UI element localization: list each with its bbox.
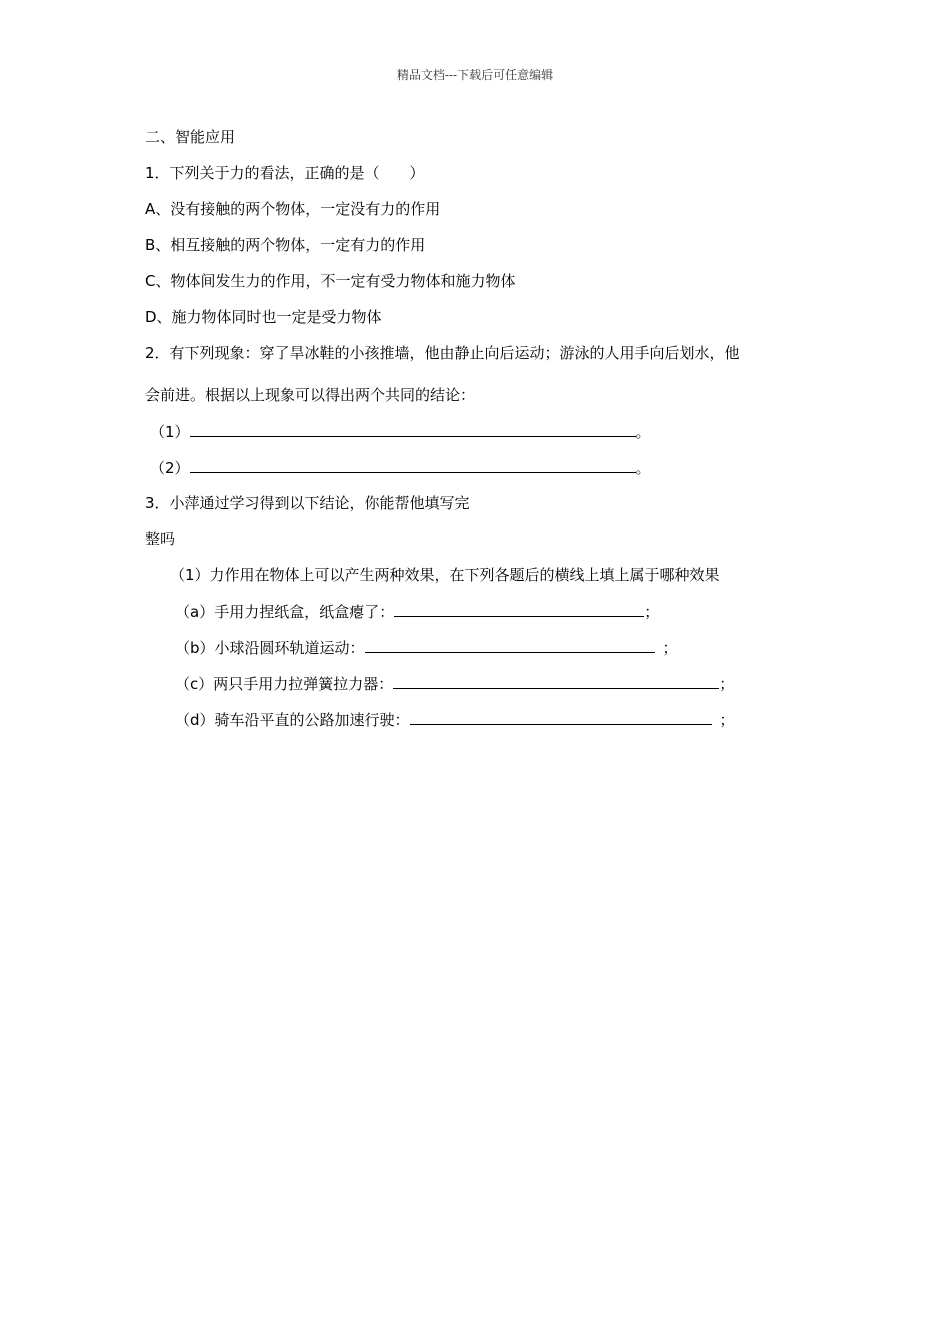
q3-item-b xyxy=(175,638,678,657)
section-title: 二、智能应用 xyxy=(145,128,236,146)
q3-item-c xyxy=(175,674,734,693)
q2-answer-1 xyxy=(150,422,651,441)
q3-item-b-blank[interactable] xyxy=(365,638,655,653)
q2-answer-2-blank[interactable] xyxy=(190,458,636,473)
q1-option-c: C、物体间发生力的作用，不一定有受力物体和施力物体 xyxy=(145,272,516,290)
q1-option-b: B、相互接触的两个物体，一定有力的作用 xyxy=(145,236,426,254)
q3-item-c-blank[interactable] xyxy=(393,674,719,689)
q3-item-d-blank[interactable] xyxy=(410,710,712,725)
q2-answer-2-end: 。 xyxy=(635,459,651,477)
q3-item-d xyxy=(175,710,735,729)
q2-stem-line1: 2．有下列现象：穿了旱冰鞋的小孩推墙，他由静止向后运动；游泳的人用手向后划水，他 xyxy=(145,344,740,362)
q2-answer-1-blank[interactable] xyxy=(190,422,636,437)
q3-sub1: （1）力作用在物体上可以产生两种效果，在下列各题后的横线上填上属于哪种效果 xyxy=(170,566,720,584)
q2-answer-2 xyxy=(150,458,651,477)
q3-stem-line2: 整吗 xyxy=(145,530,176,548)
q3-item-d-end: ； xyxy=(719,711,735,729)
q3-item-b-end: ； xyxy=(662,639,678,657)
q3-item-a-end: ； xyxy=(644,603,660,621)
q3-item-c-end: ； xyxy=(719,675,735,693)
q3-item-a-blank[interactable] xyxy=(394,602,644,617)
q3-item-b-label: （b）小球沿圆环轨道运动： xyxy=(175,639,365,657)
q2-stem-line2: 会前进。根据以上现象可以得出两个共同的结论： xyxy=(145,386,476,404)
q3-stem-line1: 3．小萍通过学习得到以下结论，你能帮他填写完 xyxy=(145,494,470,512)
q3-item-a xyxy=(175,602,659,621)
q1-option-a: A、没有接触的两个物体，一定没有力的作用 xyxy=(145,200,441,218)
q2-answer-2-label: （2） xyxy=(150,459,190,477)
q2-answer-1-label: （1） xyxy=(150,423,190,441)
page-header: 精品文档---下载后可任意编辑 xyxy=(396,68,554,82)
q3-item-a-label: （a）手用力捏纸盒，纸盒瘪了： xyxy=(175,603,395,621)
q3-item-d-label: （d）骑车沿平直的公路加速行驶： xyxy=(175,711,410,729)
q1-option-d: D、施力物体同时也一定是受力物体 xyxy=(145,308,382,326)
q1-stem: 1．下列关于力的看法，正确的是（ ） xyxy=(145,164,425,182)
q3-item-c-label: （c）两只手用力拉弹簧拉力器： xyxy=(175,675,394,693)
q2-answer-1-end: 。 xyxy=(635,423,651,441)
